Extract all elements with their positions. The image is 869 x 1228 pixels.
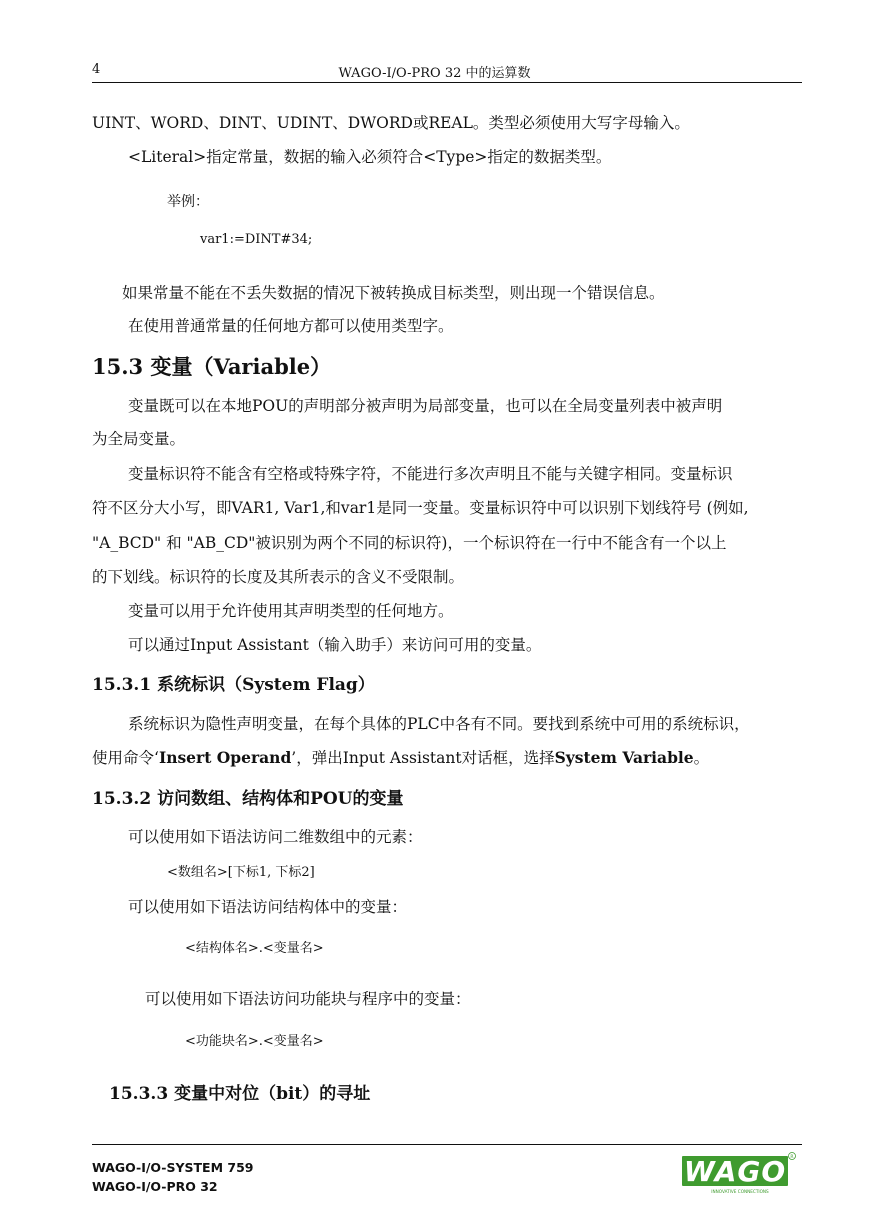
paragraph-line: "A_BCD" 和 "AB_CD"被识别为两个不同的标识符)，一个标识符在一行中不能含有一个以上 bbox=[92, 534, 727, 552]
section-heading-15-3-3: 15.3.3 变量中对位（bit）的寻址 bbox=[109, 1084, 371, 1104]
footer-rule bbox=[92, 1144, 802, 1145]
example-label: 举例： bbox=[167, 194, 209, 210]
paragraph-line: 符不区分大小写，即VAR1, Var1,和var1是同一变量。变量标识符中可以识别下划线符号 (例如, bbox=[92, 499, 749, 517]
code-example: var1:=DINT#34; bbox=[200, 232, 313, 247]
text-run: 。 bbox=[693, 749, 710, 767]
code-example: <结构体名>.<变量名> bbox=[185, 941, 324, 956]
svg-text:INNOVATIVE CONNECTIONS: INNOVATIVE CONNECTIONS bbox=[711, 1189, 769, 1194]
svg-text:WAGO: WAGO bbox=[683, 1155, 787, 1188]
paragraph-line: 如果常量不能在不丢失数据的情况下被转换成目标类型，则出现一个错误信息。 bbox=[122, 284, 665, 302]
paragraph-line: 变量标识符不能含有空格或特殊字符，不能进行多次声明且不能与关键字相同。变量标识 bbox=[128, 465, 733, 483]
paragraph-line: <Literal>指定常量，数据的输入必须符合<Type>指定的数据类型。 bbox=[128, 148, 612, 166]
footer-line-2: WAGO-I/O-PRO 32 bbox=[92, 1179, 218, 1194]
text-run: 使用命令‘ bbox=[92, 749, 159, 767]
wago-logo bbox=[680, 1148, 800, 1196]
paragraph-line: 系统标识为隐性声明变量，在每个具体的PLC中各有不同。要找到系统中可用的系统标识， bbox=[128, 715, 750, 733]
paragraph-line: 变量既可以在本地POU的声明部分被声明为局部变量，也可以在全局变量列表中被声明 bbox=[128, 397, 723, 415]
paragraph-line: 可以使用如下语法访问功能块与程序中的变量： bbox=[145, 990, 471, 1008]
paragraph-line: 可以通过Input Assistant（输入助手）来访问可用的变量。 bbox=[128, 636, 542, 654]
section-heading-15-3: 15.3 变量（Variable） bbox=[92, 354, 332, 379]
text-run: ’，弹出Input Assistant对话框，选择 bbox=[291, 749, 555, 767]
code-example: <功能块名>.<变量名> bbox=[185, 1034, 324, 1049]
paragraph-line: UINT、WORD、DINT、UDINT、DWORD或REAL。类型必须使用大写字母输入。 bbox=[92, 114, 690, 132]
running-header-title: WAGO-I/O-PRO 32 中的运算数 bbox=[338, 66, 531, 81]
footer-line-1: WAGO-I/O-SYSTEM 759 bbox=[92, 1160, 254, 1175]
option-name: System Variable bbox=[554, 748, 694, 767]
section-heading-15-3-2: 15.3.2 访问数组、结构体和POU的变量 bbox=[92, 789, 404, 809]
command-name: Insert Operand bbox=[158, 748, 292, 767]
page-number: 4 bbox=[92, 62, 101, 77]
paragraph-line: 可以使用如下语法访问结构体中的变量： bbox=[128, 898, 408, 916]
paragraph-line: 在使用普通常量的任何地方都可以使用类型字。 bbox=[128, 317, 454, 335]
paragraph-line: 的下划线。标识符的长度及其所表示的含义不受限制。 bbox=[92, 568, 465, 586]
code-example: <数组名>[下标1, 下标2] bbox=[167, 865, 315, 880]
paragraph-line: 为全局变量。 bbox=[92, 430, 186, 448]
section-heading-15-3-1: 15.3.1 系统标识（System Flag） bbox=[92, 675, 375, 695]
header-rule bbox=[92, 82, 802, 83]
svg-text:R: R bbox=[790, 1155, 794, 1160]
paragraph-line: 变量可以用于允许使用其声明类型的任何地方。 bbox=[128, 602, 454, 620]
paragraph-line bbox=[92, 750, 709, 766]
paragraph-line: 可以使用如下语法访问二维数组中的元素： bbox=[128, 828, 423, 846]
